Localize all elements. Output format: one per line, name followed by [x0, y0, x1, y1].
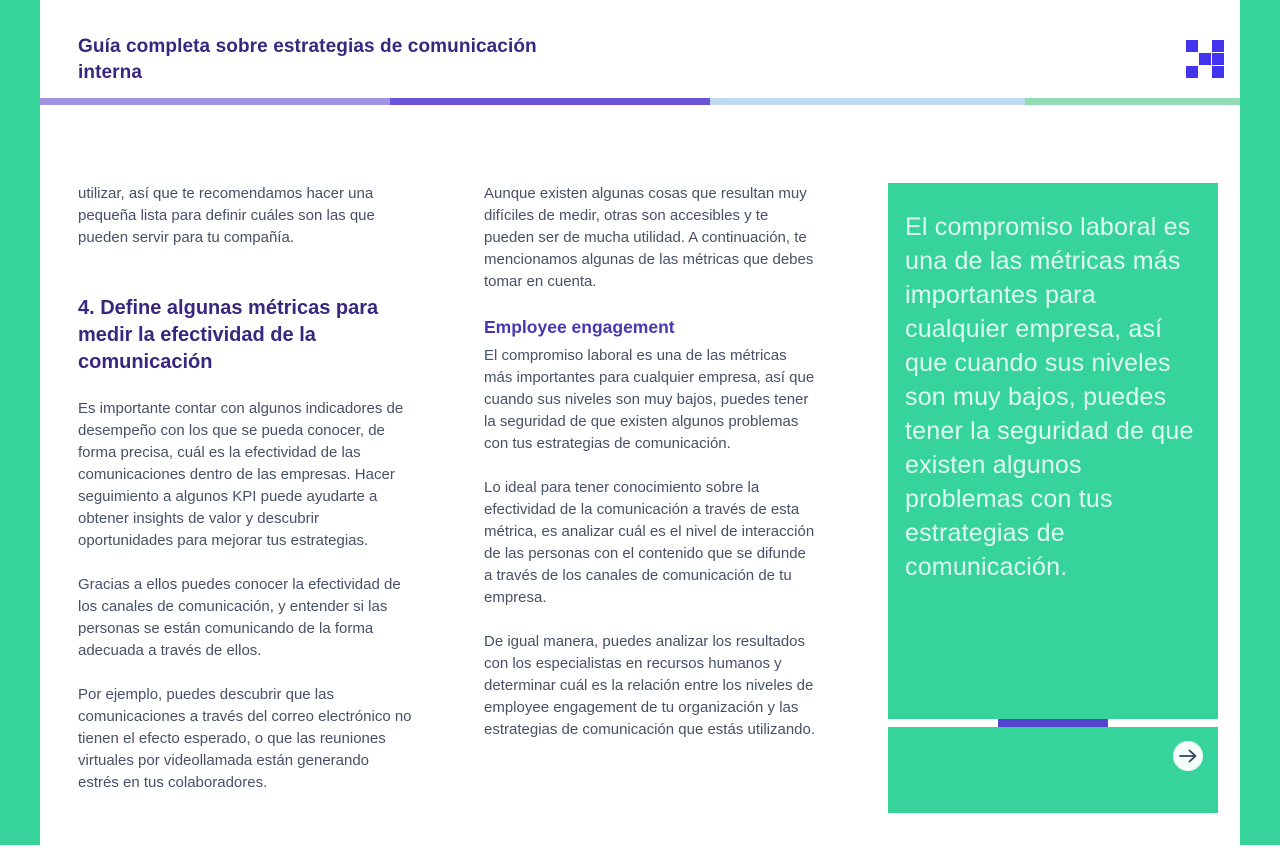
logo-pixel [1186, 66, 1198, 78]
sub-heading: Employee engagement [484, 317, 675, 337]
quote-card-footer [888, 727, 1218, 813]
paragraph: Es importante contar con algunos indicadores de desempeño con los que se pueda conocer, de forma precisa, cuál es la efectividad de las comunicaciones dentro de las empresas. Hacer seguimiento a algunos KPI puede ayudarte a obtener insights de valor y descubrir oportunidades para mejorar tus estrategias. [78, 400, 404, 549]
logo-pixel [1186, 53, 1198, 65]
logo-pixel [1199, 40, 1211, 52]
logo-pixel [1186, 40, 1198, 52]
arrow-right-icon [1179, 749, 1197, 763]
pixel-h-logo-icon [1186, 40, 1224, 78]
paragraph: Aunque existen algunas cosas que resultan muy difíciles de medir, otras son accesibles y te pueden ser de mucha utilidad. A continuación, te mencionamos algunas de las métricas que debes tomar en cuenta. [484, 185, 814, 290]
paragraph: Lo ideal para tener conocimiento sobre la efectividad de la comunicación a través de esta métrica, es analizar cuál es el nivel de interacción de las personas con el contenido que se difunde a través de los canales de comunicación de tu empresa. [484, 479, 815, 606]
quote-card-body [888, 183, 1218, 719]
left-green-border [0, 0, 40, 845]
paragraph: utilizar, así que te recomendamos hacer una pequeña lista para definir cuáles son las que pueden servir para tu compañía. [78, 185, 375, 246]
divider-accent [998, 719, 1108, 727]
divider-segment-light-blue [710, 98, 1025, 105]
divider-segment-dark-purple [390, 98, 710, 105]
text-column-1 [78, 183, 412, 816]
next-page-button[interactable] [1173, 741, 1203, 771]
logo-pixel [1212, 53, 1224, 65]
quote-card [888, 183, 1218, 813]
divider-segment-light-green [1025, 98, 1240, 105]
paragraph: Por ejemplo, puedes descubrir que las comunicaciones a través del correo electrónico no tienen el efecto esperado, o que las reuniones virtuales por videollamada están generando estrés en tus colaboradores. [78, 686, 412, 791]
paragraph: De igual manera, puedes analizar los resultados con los especialistas en recursos humanos y determinar cuál es la relación entre los niveles de employee engagement de tu organización y las estrategias de comunicación que estás utilizando. [484, 633, 816, 738]
header-divider-bar [40, 98, 1240, 105]
right-green-border [1240, 0, 1280, 845]
paragraph: El compromiso laboral es una de las métricas más importantes para cualquier empresa, así que cuando sus niveles son muy bajos, puedes tener la seguridad de que existen algunos problemas con tus estrategias de comunicación. [484, 347, 815, 452]
logo-pixel [1212, 66, 1224, 78]
quote-card-divider [888, 719, 1218, 727]
logo-pixel [1199, 66, 1211, 78]
logo-pixel [1212, 40, 1224, 52]
logo-pixel [1199, 53, 1211, 65]
divider-segment-light-purple [40, 98, 390, 105]
paragraph: Gracias a ellos puedes conocer la efectividad de los canales de comunicación, y entender si las personas se están comunicando de la forma adecuada a través de ellos. [78, 576, 401, 659]
quote-text: El compromiso laboral es una de las métricas más importantes para cualquier empresa, así que cuando sus niveles son muy bajos, puedes tener la seguridad de que existen algunos problemas con tus estrategias de comunicación. [905, 213, 1194, 581]
page-title: Guía completa sobre estrategias de comunicación interna [78, 36, 537, 83]
section-heading: 4. Define algunas métricas para medir la efectividad de la comunicación [78, 297, 379, 373]
text-column-2 [484, 183, 818, 763]
